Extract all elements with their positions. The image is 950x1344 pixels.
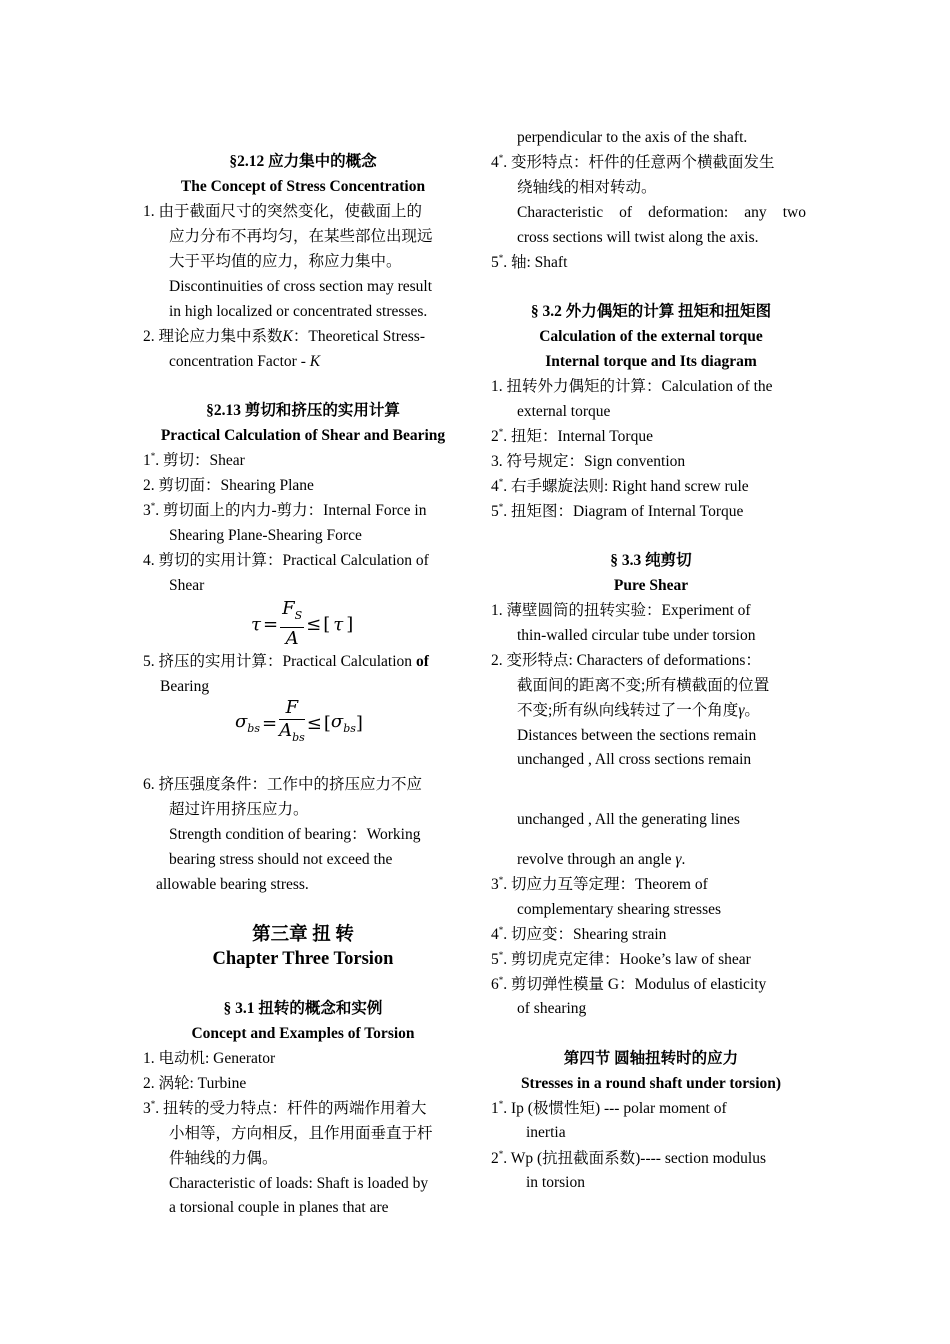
- s34-item1: 1*. Ip (极惯性矩) --- polar moment of: [491, 1098, 727, 1117]
- s213-item3-line2: Shearing Plane-Shearing Force: [169, 527, 362, 544]
- s32-item1-line1: 1. 扭转外力偶矩的计算：Calculation of the: [491, 378, 773, 395]
- s212-item1-line2: 应力分布不再均匀，在某些部位出现远: [169, 228, 433, 245]
- section-2-13-title: §2.13 剪切和挤压的实用计算: [206, 402, 400, 419]
- section-4-title: 第四节 圆轴扭转时的应力: [563, 1050, 739, 1067]
- s33-item3-line2: complementary shearing stresses: [517, 901, 722, 918]
- s33-item4: 4*. 切应变：Shearing strain: [491, 924, 667, 943]
- r-item4-line2: 绕轴线的相对转动。: [517, 179, 657, 196]
- section-3-3-title: § 3.3 纯剪切: [610, 552, 692, 569]
- s213-item6-line2: 超过许用挤压应力。: [169, 801, 309, 818]
- s32-item1-line2: external torque: [517, 403, 611, 420]
- s32-item5: 5*. 扭矩图：Diagram of Internal Torque: [491, 501, 744, 520]
- s213-item1: 1*. 剪切：Shear: [143, 450, 245, 469]
- section-3-3-title-en: Pure Shear: [613, 577, 689, 594]
- s212-item1-line3: 大于平均值的应力，称应力集中。: [169, 253, 402, 270]
- s34-item2: 2*. Wp (抗扭截面系数)---- section modulus: [491, 1148, 766, 1167]
- s32-item3: 3. 符号规定：Sign convention: [491, 453, 686, 470]
- section-4-title-en: Stresses in a round shaft under torsion): [520, 1075, 782, 1092]
- shear-stress-equation: τ = $\frac{F_S}{A}$ ≤ [ τ ]: [251, 598, 354, 649]
- s33-item2-line5: unchanged , All cross sections remain: [517, 751, 752, 768]
- section-2-12-title-en: The Concept of Stress Concentration: [180, 178, 426, 195]
- section-3-1-title: § 3.1 扭转的概念和实例: [223, 1000, 383, 1017]
- s31-item1: 1. 电动机: Generator: [143, 1050, 276, 1067]
- s33-item2-line1: 2. 变形特点: Characters of deformations：: [491, 652, 761, 669]
- s212-item2-line1: 2. 理论应力集中系数K：Theoretical Stress-: [143, 328, 425, 345]
- s34-item1-line2: inertia: [526, 1124, 566, 1141]
- s213-item2: 2. 剪切面：Shearing Plane: [143, 477, 314, 494]
- s31-item3-line2: 小相等，方向相反，且作用面垂直于杆: [169, 1125, 433, 1142]
- s33-item1-line1: 1. 薄壁圆筒的扭转实验：Experiment of: [491, 602, 751, 619]
- s212-item1-line1: 1. 由于截面尺寸的突然变化，使截面上的: [143, 203, 423, 220]
- s212-item1-line4: Discontinuities of cross section may result: [169, 278, 433, 295]
- r-cont-line1: perpendicular to the axis of the shaft.: [517, 129, 748, 146]
- s212-item2-line2: concentration Factor - K: [169, 353, 321, 370]
- section-2-12-title: §2.12 应力集中的概念: [229, 153, 377, 170]
- s33-item2-line3: 不变;所有纵向线转过了一个角度γ。: [517, 702, 760, 719]
- s33-item3: 3*. 切应力互等定理：Theorem of: [491, 874, 708, 893]
- s33-item6: 6*. 剪切弹性模量 G：Modulus of elasticity: [491, 974, 767, 993]
- s213-item4-line1: 4. 剪切的实用计算：Practical Calculation of: [143, 552, 429, 569]
- section-2-13-title-en: Practical Calculation of Shear and Bearing: [160, 427, 446, 444]
- r-item4-line4: cross sections will twist along the axis.: [517, 229, 759, 246]
- chapter-3-title-en: Chapter Three Torsion: [212, 949, 394, 969]
- s31-item3-line5: a torsional couple in planes that are: [169, 1199, 389, 1216]
- section-3-1-title-en: Concept and Examples of Torsion: [191, 1025, 415, 1042]
- bearing-stress-equation: $\sigma_{bs}$ = $\frac{F}{A_{bs}}$ ≤ [ $\sigma_{bs}$ ]: [235, 697, 363, 744]
- s213-item6-line4: bearing stress should not exceed the: [169, 851, 393, 868]
- right-column: [491, 0, 811, 1344]
- s33-item6-line2: of shearing: [517, 1000, 587, 1017]
- s33-item2-line6: unchanged , All the generating lines: [517, 811, 740, 828]
- s31-item3-line3: 件轴线的力偶。: [169, 1150, 278, 1167]
- s212-item1-line5: in high localized or concentrated stresses.: [169, 303, 428, 320]
- s31-item3-line4: Characteristic of loads: Shaft is loaded by: [169, 1175, 429, 1192]
- section-3-2-title: § 3.2 外力偶矩的计算 扭矩和扭矩图: [530, 303, 772, 320]
- s33-item1-line2: thin-walled circular tube under torsion: [517, 627, 756, 644]
- s33-item2-line4: Distances between the sections remain: [517, 727, 757, 744]
- s213-item6-line5: allowable bearing stress.: [156, 876, 309, 893]
- s213-item6-line3: Strength condition of bearing：Working: [169, 826, 421, 843]
- s32-item2: 2*. 扭矩：Internal Torque: [491, 426, 653, 445]
- s33-item2-line7: revolve through an angle γ.: [517, 851, 686, 868]
- s34-item2-line2: in torsion: [526, 1174, 585, 1191]
- s33-item2-line2: 截面间的距离不变;所有横截面的位置: [517, 677, 770, 694]
- section-3-2-title-en1: Calculation of the external torque: [539, 328, 763, 345]
- r-item4-line3: Characteristic of deformation: any two: [517, 204, 806, 221]
- left-column: [143, 0, 463, 1344]
- r-item5: 5*. 轴: Shaft: [491, 252, 568, 271]
- s31-item3: 3*. 扭转的受力特点：杆件的两端作用着大: [143, 1098, 427, 1117]
- section-3-2-title-en2: Internal torque and Its diagram: [545, 353, 757, 370]
- s213-item5-line1: 5. 挤压的实用计算：Practical Calculation of: [143, 653, 429, 670]
- s31-item2: 2. 涡轮: Turbine: [143, 1075, 247, 1092]
- s213-item4-line2: Shear: [169, 577, 205, 594]
- s32-item4: 4*. 右手螺旋法则: Right hand screw rule: [491, 476, 749, 495]
- s213-item6-line1: 6. 挤压强度条件：工作中的挤压应力不应: [143, 776, 423, 793]
- s33-item5: 5*. 剪切虎克定律：Hooke’s law of shear: [491, 949, 751, 968]
- chapter-3-title: 第三章 扭 转: [252, 925, 354, 945]
- s213-item5-line2: Bearing: [160, 678, 210, 695]
- s213-item3: 3*. 剪切面上的内力-剪力：Internal Force in: [143, 500, 427, 519]
- r-item4: 4*. 变形特点：杆件的任意两个横截面发生: [491, 152, 775, 171]
